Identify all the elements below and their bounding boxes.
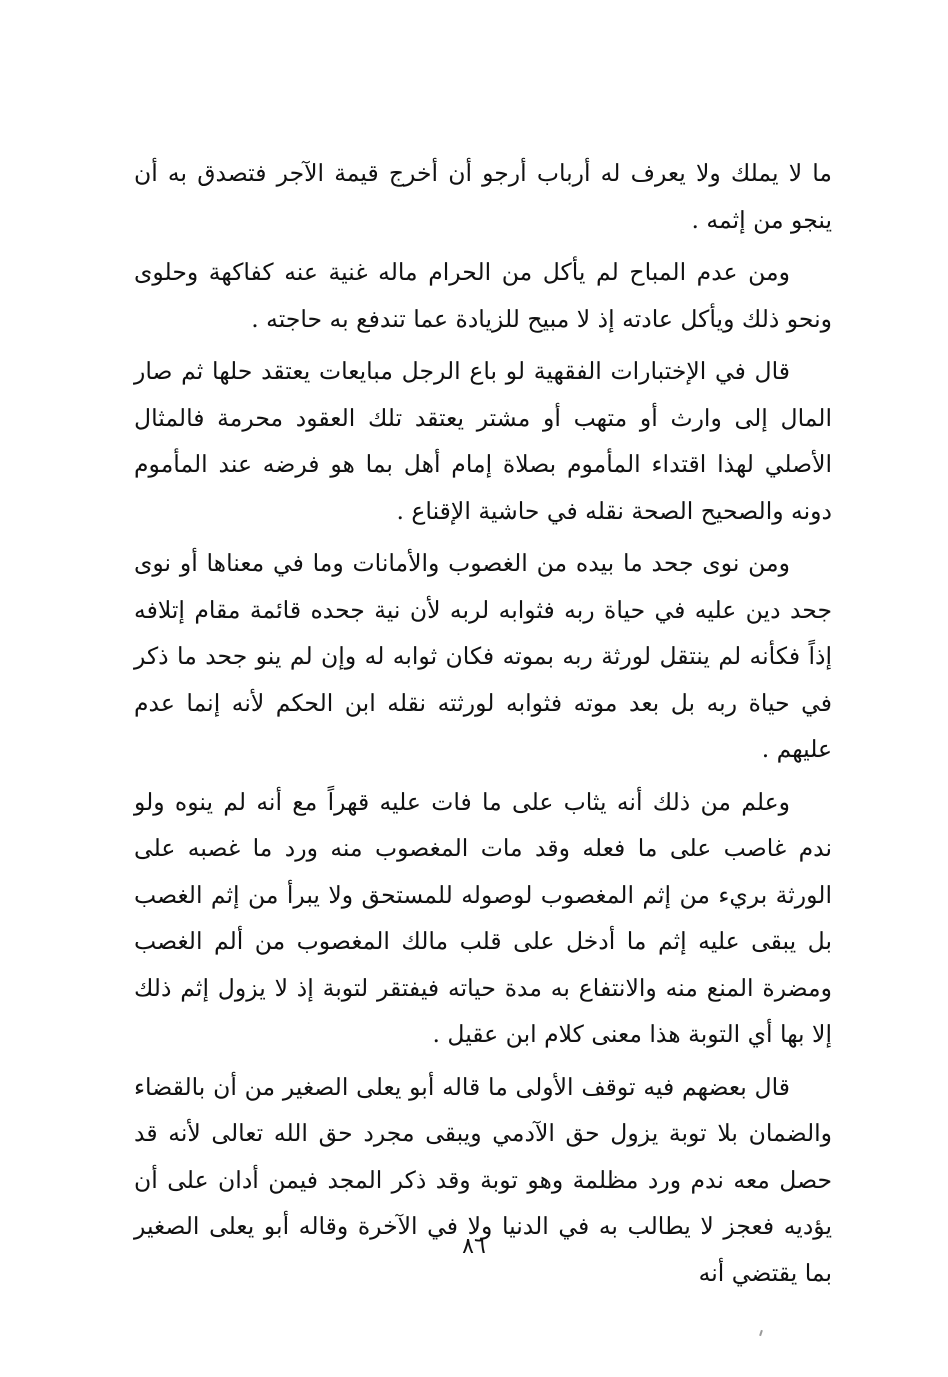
paragraph-1: ما لا يملك ولا يعرف له أرباب أرجو أن أخرج قيمة الآجر فتصدق به أن ينجو من إثمه . <box>134 159 832 234</box>
paragraph-2: ومن عدم المباح لم يأكل من الحرام ماله غنية عنه كفاكهة وحلوى ونحو ذلك ويأكل عادته إذ لا مبيح للزيادة عما تندفع به حاجته . <box>134 258 832 333</box>
scan-speck <box>759 1330 763 1336</box>
paragraph-5: وعلم من ذلك أنه يثاب على ما فات عليه قهراً مع أنه لم ينوه ولو ندم غاصب على ما فعله وقد مات المغصوب منه ورد ما غصبه على الورثة بريء من إثم المغصوب لوصوله للمستحق ولا يبرأ من إثم الغصب بل يبقى عليه إثم ما أدخل على قلب مالك المغصوب من ألم الغصب ومضرة المنع منه والانتفاع به مدة حياته فيفتقر لتوبة إذ لا يزول إثم ذلك إلا بها أي التوبة هذا معنى كلام ابن عقيل . <box>134 787 832 1048</box>
main-text-block <box>134 150 832 1302</box>
paragraph-6: قال بعضهم فيه توقف الأولى ما قاله أبو يعلى الصغير من أن بالقضاء والضمان بلا توبة يزول حق الآدمي ويبقى مجرد حق الله تعالى لأنه قد حصل معه ندم ورد مظلمة وهو توبة وقد ذكر المجد فيمن أدان على أن يؤديه فعجز لا يطالب به في الدنيا ولا في الآخرة وقاله أبو يعلى الصغير بما يقتضي أنه <box>134 1072 832 1287</box>
page-number: ٨٦ <box>462 1234 486 1259</box>
paragraph-3: قال في الإختبارات الفقهية لو باع الرجل مبايعات يعتقد حلها ثم صار المال إلى وارث أو متهب أو مشتر يعتقد تلك العقود محرمة فالمثال الأصلي لهذا اقتداء المأموم بصلاة إمام أهل بما هو فرضه عند المأموم دونه والصحيح الصحة نقله في حاشية الإقناع . <box>134 357 832 525</box>
paragraph-4: ومن نوى جحد ما بيده من الغصوب والأمانات وما في معناها أو نوى جحد دين عليه في حياة ربه فثوابه لربه لأن نية جحده قائمة مقام إتلافه إذاً فكأنه لم ينتقل لورثة ربه بموته فكان ثوابه له وإن لم ينو جحد ما ذكر في حياة ربه بل بعد موته فثوابه لورثته نقله ابن الحكم لأنه إنما عدم عليهم . <box>134 549 832 763</box>
